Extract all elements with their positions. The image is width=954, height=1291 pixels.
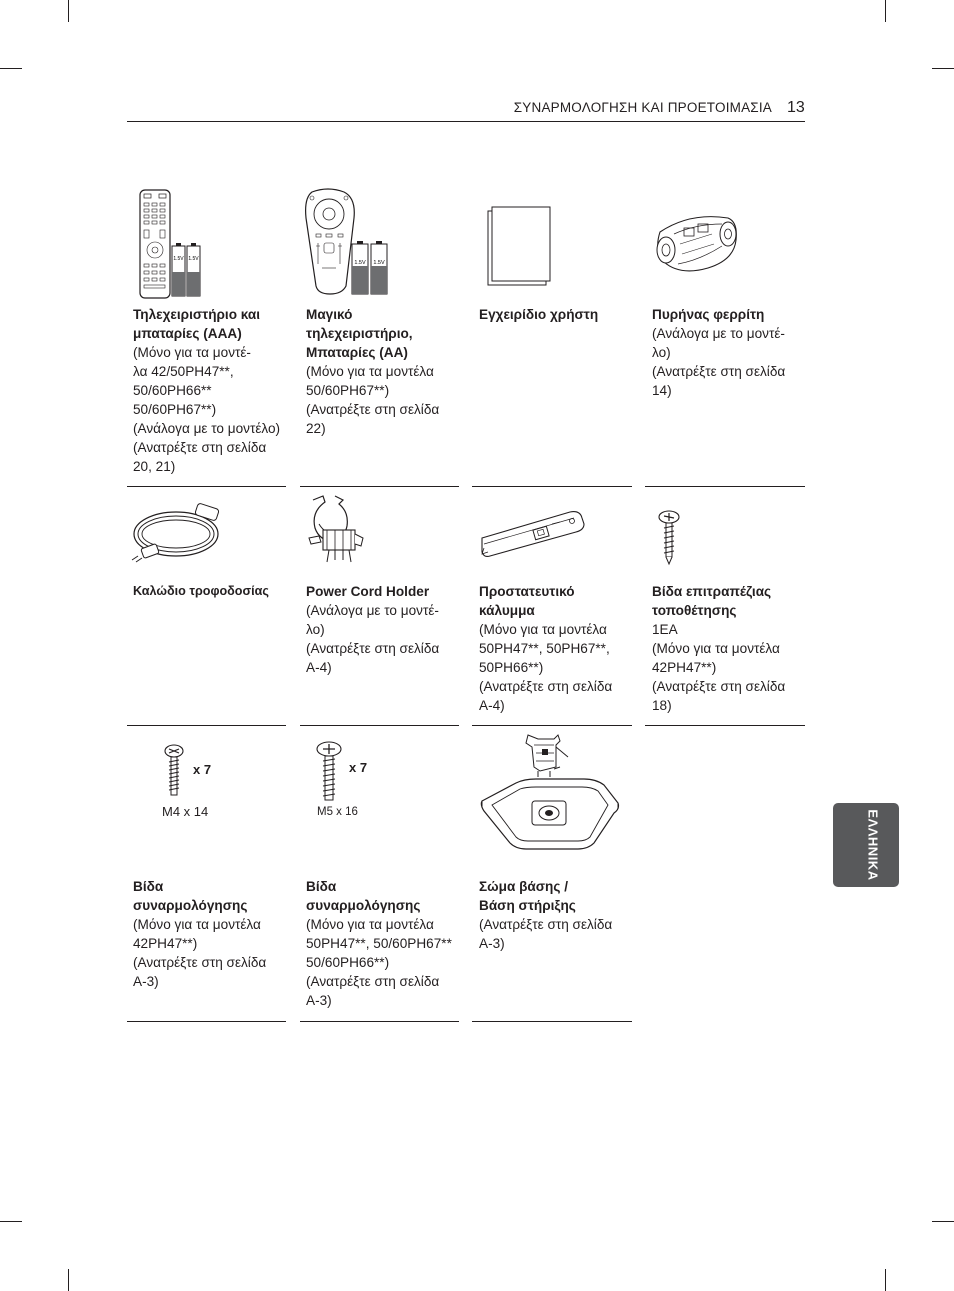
item-title: Τηλεχειριστήριο και μπαταρίες (AAA)	[133, 307, 261, 341]
item-description: (Μόνο για τα μοντέλα 50PH47**, 50/60PH67** 50/60PH66**) (Ανατρέξτε στη σελίδα A-3)	[306, 917, 452, 1008]
protective-cover-illustration	[478, 508, 588, 560]
item-title: Βίδα επιτραπέζιας τοποθέτησης	[652, 584, 772, 618]
power-cord-holder-illustration	[305, 494, 367, 566]
crop-mark	[932, 1221, 954, 1222]
item-protective-cover	[479, 582, 631, 715]
separator	[472, 486, 632, 487]
item-power-cord-holder	[306, 582, 458, 677]
item-description: (Μόνο για τα μοντέλα 42PH47**) (Ανατρέξτε στη σελίδα A-3)	[133, 917, 267, 989]
crop-mark	[885, 1269, 886, 1291]
item-title: Μαγικό τηλεχειριστήριο, Μπαταρίες (AA)	[306, 307, 413, 360]
item-ferrite-core	[652, 305, 804, 400]
separator	[472, 725, 632, 726]
section-title: ΣΥΝΑΡΜΟΛΟΓΗΣΗ ΚΑΙ ΠΡΟΕΤΟΙΜΑΣΙΑ	[513, 100, 772, 115]
item-remote-control	[133, 305, 285, 476]
crop-mark	[68, 0, 69, 22]
separator	[300, 725, 459, 726]
item-title: Καλώδιο τροφοδοσίας	[133, 584, 269, 598]
quantity-label: x 7	[349, 760, 368, 775]
separator	[300, 1021, 459, 1022]
separator	[127, 486, 286, 487]
item-m4-screw	[133, 877, 285, 991]
m5-screw-illustration	[315, 741, 343, 803]
screw-size-label: M5 x 16	[317, 806, 358, 818]
crop-mark	[885, 0, 886, 22]
battery-label: 1.5V	[173, 256, 184, 262]
crop-mark	[932, 68, 954, 69]
battery-label: 1.5V	[188, 256, 199, 262]
separator	[472, 1021, 632, 1022]
remote-control-illustration	[138, 188, 204, 300]
item-title: Power Cord Holder	[306, 584, 430, 599]
language-tab-label: ΕΛΛΗΝΙΚΑ	[865, 809, 881, 881]
separator	[645, 486, 805, 487]
crop-mark	[0, 68, 22, 69]
item-description: 1EA (Μόνο για τα μοντέλα 42PH47**) (Ανατρέξτε στη σελίδα 18)	[652, 622, 786, 713]
item-stand-base	[479, 877, 631, 953]
item-power-cable	[133, 582, 285, 601]
item-title: Σώμα βάσης / Βάση στήριξης	[479, 879, 576, 913]
item-description: (Μόνο για τα μοντέ- λα 42/50PH47**, 50/60PH66** 50/60PH67**) (Ανάλογα με το μοντέλο) (Ανατρέξτε στη σελίδα 20, 21)	[133, 345, 281, 474]
header-rule	[127, 121, 805, 122]
crop-mark	[68, 1269, 69, 1291]
item-user-manual	[479, 305, 631, 324]
separator	[300, 486, 459, 487]
item-description: (Ανάλογα με το μοντέ- λο) (Ανατρέξτε στη σελίδα A-4)	[306, 603, 440, 675]
power-cable-illustration	[130, 502, 230, 564]
quantity-label: x 7	[193, 762, 212, 777]
user-manual-illustration	[486, 205, 552, 287]
stand-base-illustration	[480, 733, 620, 851]
magic-remote-illustration	[302, 188, 394, 298]
ferrite-core-illustration	[650, 210, 742, 276]
page-number: 13	[787, 99, 805, 116]
item-title: Εγχειρίδιο χρήστη	[479, 307, 599, 322]
m4-screw-illustration	[163, 744, 185, 798]
language-tab	[833, 803, 899, 887]
separator	[127, 725, 286, 726]
separator	[127, 1021, 286, 1022]
item-title: Βίδα συναρμολόγησης	[133, 879, 248, 913]
crop-mark	[0, 1221, 22, 1222]
item-title: Προστατευτικό κάλυμμα	[479, 584, 575, 618]
item-stand-screw	[652, 582, 804, 715]
item-m5-screw	[306, 877, 458, 1010]
stand-screw-illustration	[657, 510, 681, 566]
item-description: (Ανάλογα με το μοντέ- λο) (Ανατρέξτε στη σελίδα 14)	[652, 326, 786, 398]
item-title: Πυρήνας φερρίτη	[652, 307, 765, 322]
item-description: (Ανατρέξτε στη σελίδα A-3)	[479, 917, 613, 951]
battery-label: 1.5V	[373, 260, 385, 266]
separator	[645, 725, 805, 726]
item-description: (Μόνο για τα μοντέλα 50/60PH67**) (Ανατρέξτε στη σελίδα 22)	[306, 364, 440, 436]
screw-size-label: M4 x 14	[162, 804, 209, 819]
item-description: (Μόνο για τα μοντέλα 50PH47**, 50PH67**, 50PH66**) (Ανατρέξτε στη σελίδα A-4)	[479, 622, 613, 713]
item-magic-remote	[306, 305, 458, 438]
item-title: Βίδα συναρμολόγησης	[306, 879, 421, 913]
battery-label: 1.5V	[354, 260, 366, 266]
